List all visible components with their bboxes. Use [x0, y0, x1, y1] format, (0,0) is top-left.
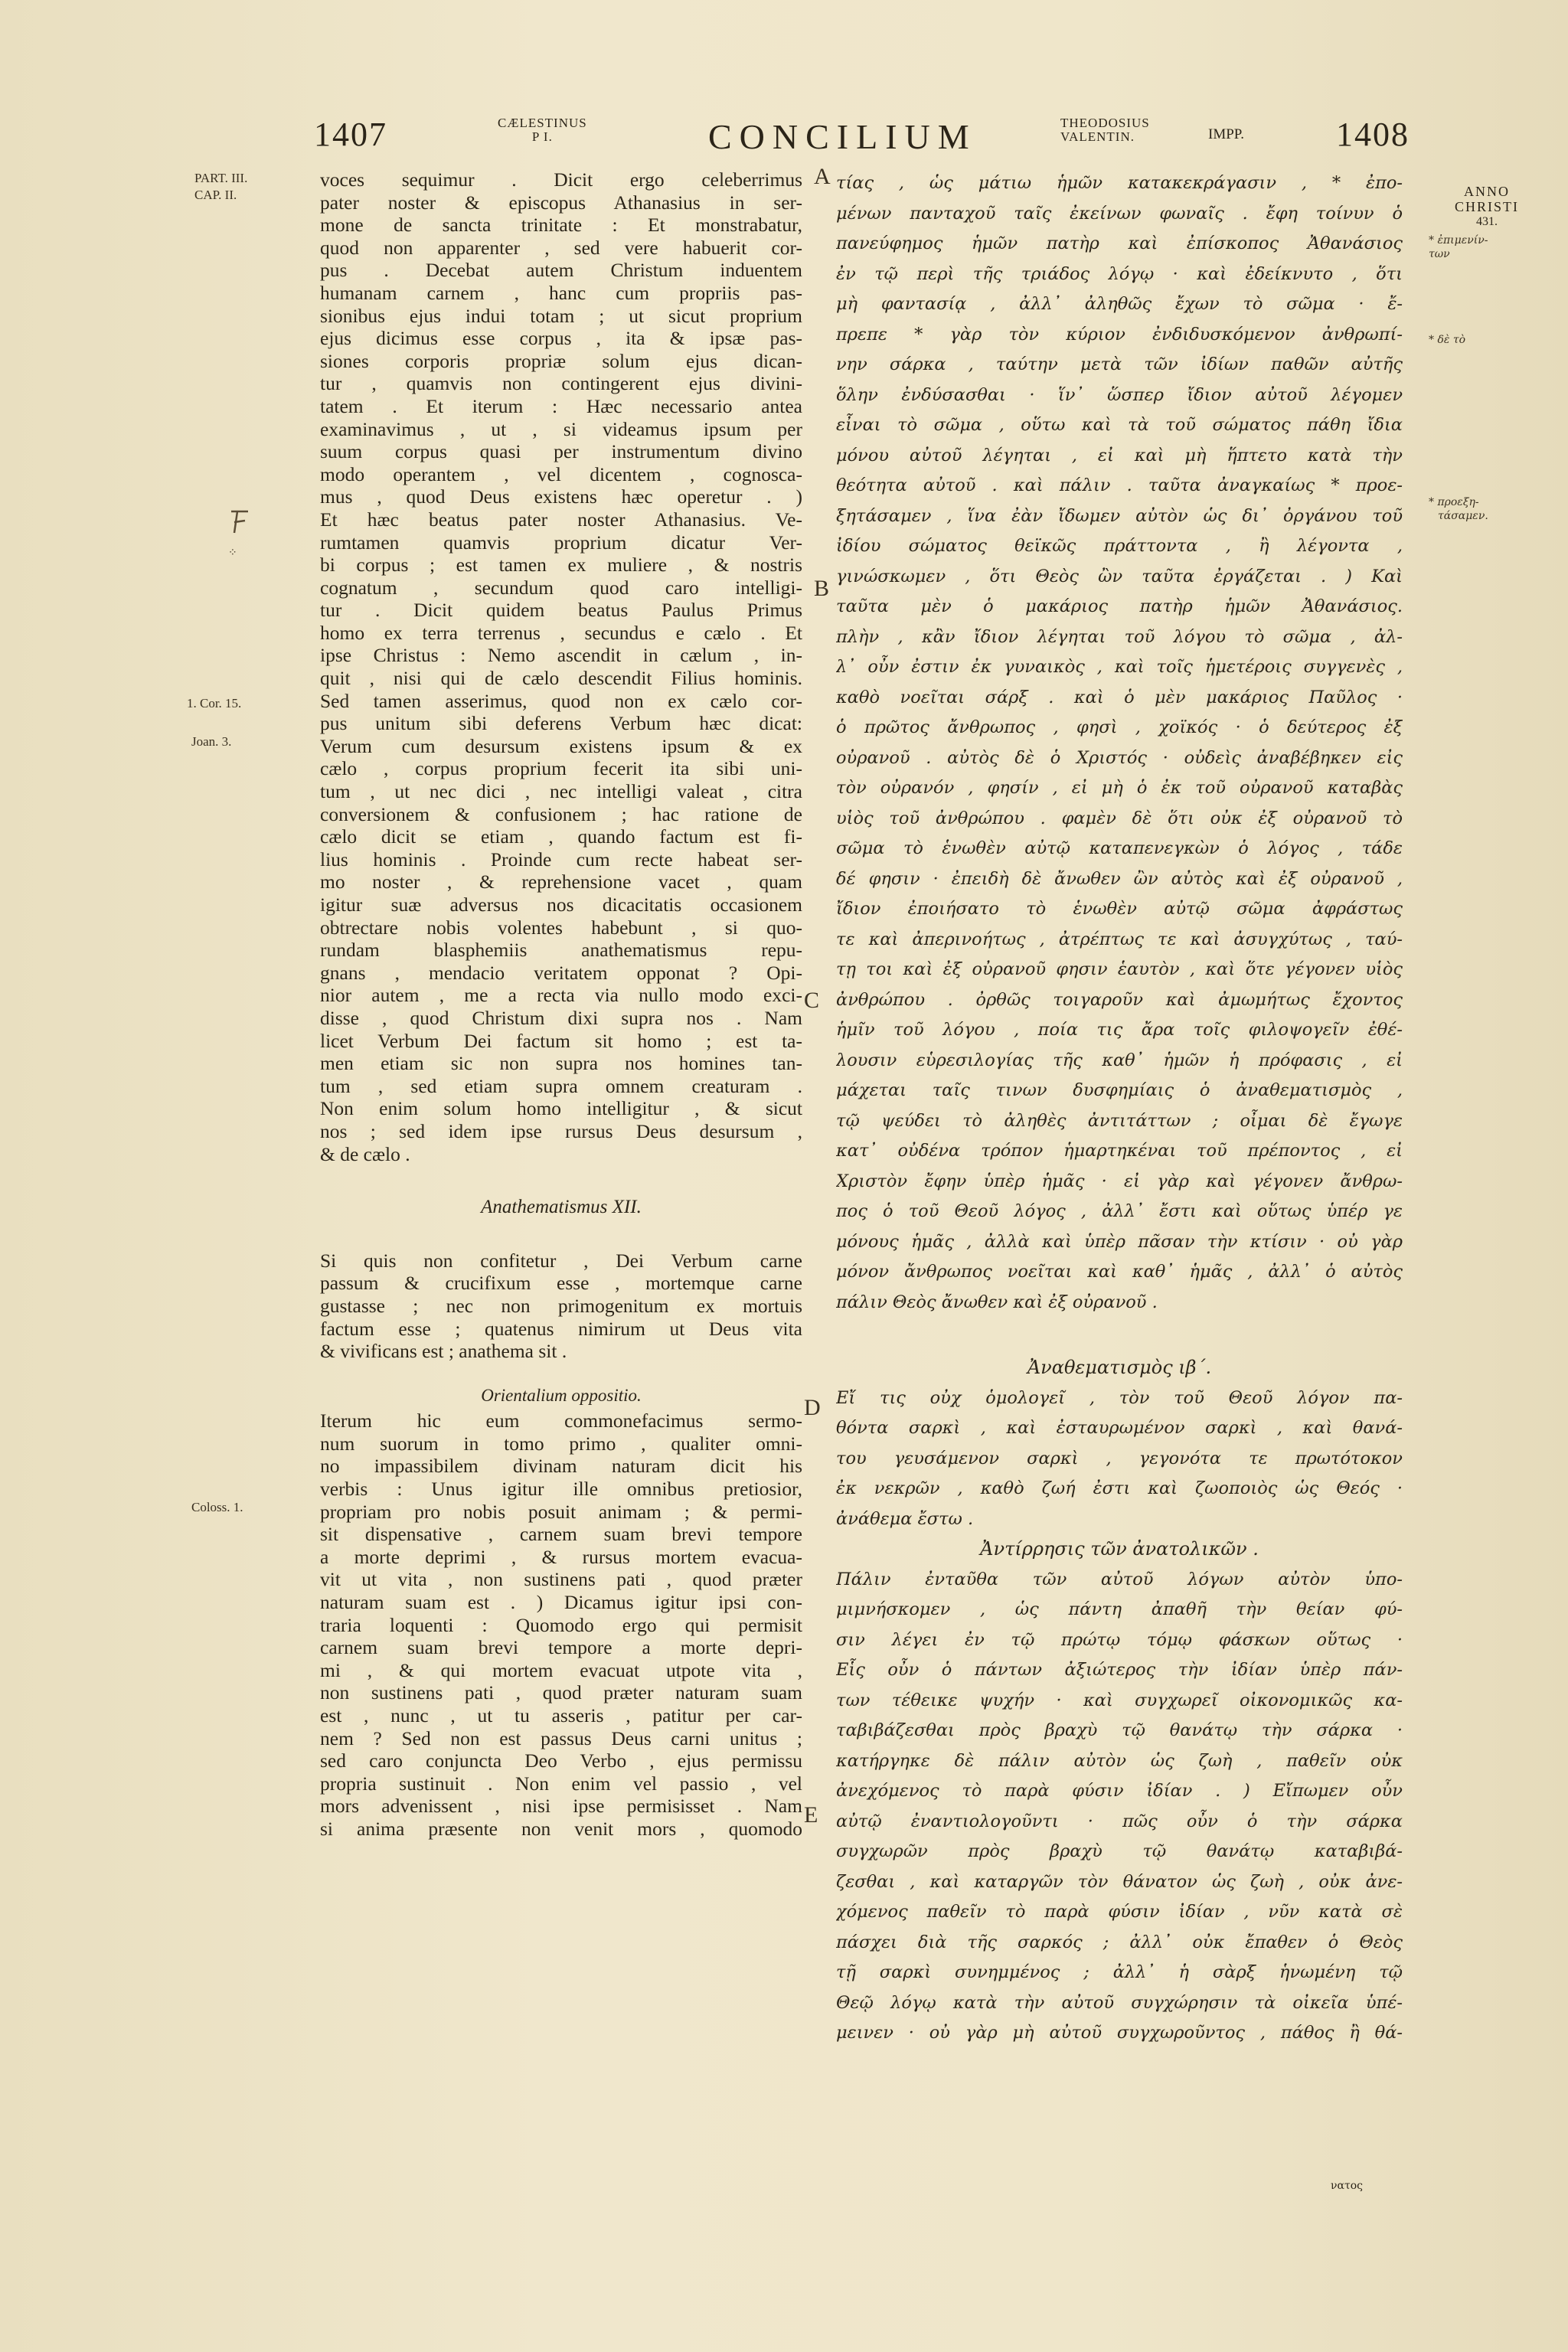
margin-ref-coloss: Coloss. 1. [191, 1500, 243, 1514]
greek-anathematismus-heading: Ἀναθεματισμὸς ιβ΄. [1027, 1357, 1212, 1378]
text-line: ipse Christus : Nemo ascendit in cælum , in- [320, 644, 802, 667]
section-letter-e: E [804, 1802, 818, 1828]
text-line: lius hominis . Proinde cum recte habeat ser- [320, 848, 802, 871]
text-line: ὁ πρῶτος ἄνθρωπος , φησὶ , χοϊκός · ὁ δεύτερος ἐξ [836, 717, 1403, 737]
text-line: λ᾽ οὖν ἐστιν ἐκ γυναικὸς , καὶ τοῖς ἡμετέροις συγγενὲς , [836, 657, 1403, 677]
text-line: συγχωρῶν πρὸς βραχὺ τῷ θανάτῳ καταβιβά- [836, 1841, 1403, 1861]
text-line: quit , nisi qui de cælo descendit Filius hominis. [320, 667, 802, 690]
text-line: mus , quod Deus existens hæc operetur . ) [320, 485, 802, 508]
text-line: propriam pro nobis posuit animam ; & permi- [320, 1500, 802, 1523]
page-number-left: 1407 [314, 116, 387, 153]
text-line: τὸν οὐρανόν , φησίν , εἰ μὴ ὁ ἐκ τοῦ οὐρανοῦ καταβὰς [836, 778, 1403, 798]
text-line: tatem . Et iterum : Hæc necessario antea [320, 394, 802, 417]
text-line: num suorum in tomo primo , qualiter omni- [320, 1432, 802, 1455]
text-line: & vivificans est ; anathema sit . [320, 1340, 567, 1363]
header-emperor-1: THEODOSIUS [1060, 116, 1150, 130]
text-line: των τέθεικε ψυχήν · καὶ συγχωρεῖ οἰκονομικῶς κα- [836, 1690, 1403, 1710]
text-line: mi , & qui mortem evacuat utpote vita , [320, 1658, 802, 1681]
section-letter-c: C [804, 988, 820, 1013]
margin-ref-joan: Joan. 3. [191, 734, 232, 749]
text-line: πος ὁ τοῦ Θεοῦ λόγος , ἀλλ᾽ ἔστι καὶ οὕτως ὑπέρ γε [836, 1201, 1403, 1221]
text-line: εἶναι τὸ σῶμα , οὕτω καὶ τὰ τοῦ σώματος πάθη ἴδια [836, 415, 1403, 435]
text-line: γινώσκωμεν , ὅτι Θεὸς ὢν ταῦτα ἐργάζεται . ) Καὶ [836, 566, 1403, 586]
anno-year: 431. [1476, 215, 1498, 228]
latin-oppositio-heading: Orientalium oppositio. [481, 1385, 642, 1405]
text-line: δέ φησιν · ἐπειδὴ δὲ ἄνωθεν ὢν αὐτὸς καὶ ἐξ οὐρανοῦ , [836, 868, 1403, 889]
header-emperors [1060, 116, 1150, 144]
margin-note-3b: τάσαμεν. [1438, 510, 1488, 522]
text-line: ἴδιον ἐποιήσατο τὸ ἑνωθὲν αὐτῷ σῶμα ἀφράστως [836, 899, 1403, 919]
latin-oppositio [320, 1410, 802, 1840]
text-line: si anima præsente non venit mors , quomodo [320, 1817, 802, 1840]
text-line: sionibus ejus indui totam ; ut sicut proprium [320, 304, 802, 327]
text-line: μόνον ἄνθρωπος νοεῖται καὶ καθ᾽ ἡμᾶς , ἀλλ᾽ ὁ αὐτὸς [836, 1262, 1403, 1282]
text-line: carnem suam brevi tempore a morte depri- [320, 1636, 802, 1659]
margin-cap: CAP. II. [194, 188, 237, 202]
margin-note-3: * προεξη- [1429, 496, 1479, 508]
text-line: σῶμα τὸ ἑνωθὲν αὐτῷ καταπενεγκὼν ὁ λόγος , τάδε [836, 838, 1403, 858]
text-line: καθὸ νοεῖται σάρξ . καὶ ὁ μὲν μακάριος Παῦλος · [836, 687, 1403, 707]
text-line: men etiam sic non supra nos homines tan- [320, 1052, 802, 1075]
margin-mark: ⁘ [228, 547, 237, 559]
text-line: Εἴ τις οὐχ ὁμολογεῖ , τὸν τοῦ Θεοῦ λόγον πα- [836, 1387, 1403, 1408]
text-line: mors advenissent , nisi ipse permisisset . Nam [320, 1795, 802, 1818]
text-line: voces sequimur . Dicit ergo celeberrimus [320, 168, 802, 191]
text-line: conversionem & confusionem ; hac ratione de [320, 802, 802, 825]
text-line: no impassibilem divinam naturam dicit his [320, 1455, 802, 1478]
latin-anathematismus-heading: Anathematismus XII. [481, 1197, 642, 1218]
text-line: gustasse ; nec non primogenitum ex mortuis [320, 1294, 802, 1317]
text-line: ταβιβάζεσθαι πρὸς βραχὺ τῷ θανάτῳ τὴν σάρκα · [836, 1720, 1403, 1740]
text-line: μεινεν · οὐ γὰρ μὴ αὐτοῦ συγχωροῦντος , πάθος ἢ θά- [836, 2023, 1403, 2043]
text-line: ἰδίου σώματος θεϊκῶς πράττοντα , ἢ λέγοντα , [836, 536, 1403, 556]
text-line: μόνους ἡμᾶς , ἀλλὰ καὶ ὑπὲρ πᾶσαν τὴν κτίσιν · οὐ γὰρ [836, 1231, 1403, 1252]
text-line: λουσιν εὑρεσιλογίας τῆς καθ᾽ ἡμῶν ἡ πρόφασις , εἰ [836, 1050, 1403, 1070]
page-number-right: 1408 [1336, 116, 1410, 153]
text-line: πρεπε * γὰρ τὸν κύριον ἐνδιδυσκόμενον ἀνθρωπί- [836, 324, 1403, 345]
text-line: tum , sed etiam supra omnem creaturam . [320, 1074, 802, 1097]
text-line: πάσχει διὰ τῆς σαρκός ; ἀλλ᾽ οὐκ ἔπαθεν ὁ Θεὸς [836, 1932, 1403, 1952]
text-line: naturam suam est . ) Dicamus igitur ipsi con- [320, 1591, 802, 1614]
header-pope [498, 116, 587, 144]
text-line: mone de sancta trinitate : Et monstrabatur, [320, 214, 802, 237]
text-line: factum esse ; quatenus nimirum ut Deus vita [320, 1317, 802, 1340]
text-line: cælo dicit se etiam , quando factum est fi- [320, 825, 802, 848]
text-line: μὴ φαντασίᾳ , ἀλλ᾽ ἀληθῶς ἔχων τὸ σῶμα · ἔ- [836, 294, 1403, 314]
text-line: & de cælo . [320, 1142, 410, 1165]
text-line: τε καὶ ἀπερινοήτως , ἀτρέπτως τε καὶ ἀσυγχύτως , ταύ- [836, 929, 1403, 949]
text-line: homo ex terra terrenus , secundus e cælo . Et [320, 621, 802, 644]
text-line: tur , quamvis non contingerent ejus divini- [320, 372, 802, 395]
text-line: sed caro conjuncta Deo Verbo , ejus permissu [320, 1749, 802, 1772]
text-line: verbis : Unus igitur ille omnibus pretiosior, [320, 1478, 802, 1501]
text-line: vit ut vita , non sustinens pati , quod præter [320, 1568, 802, 1591]
text-line: obtrectare nobis volentes habebunt , si quo- [320, 916, 802, 939]
greek-paragraph-1 [836, 168, 1403, 1318]
header-pope-name: CÆLESTINUS [498, 116, 587, 130]
christi-label: CHRISTI [1454, 199, 1519, 214]
text-line: modo operantem , vel dicentem , cognosca- [320, 462, 802, 485]
latin-anathematismus [320, 1250, 802, 1363]
text-line: Θεῷ λόγῳ κατὰ τὴν αὐτοῦ συγχώρησιν τὰ οἰκεῖα ὑπέ- [836, 1992, 1403, 2013]
text-line: πλὴν , κἂν ἴδιον λέγηται τοῦ λόγου τὸ σῶμα , ἀλ- [836, 626, 1403, 647]
text-line: humanam carnem , hanc cum propriis pas- [320, 281, 802, 304]
text-line: passum & crucifixum esse , mortemque carne [320, 1272, 802, 1295]
margin-note-1: * ἐπιμενίν- [1429, 234, 1488, 247]
text-line: ξητάσαμεν , ἵνα ἐὰν ἴδωμεν αὐτὸν ὡς δι᾽ ὀργάνου τοῦ [836, 505, 1403, 526]
text-line: Iterum hic eum commonefacimus sermo- [320, 1410, 802, 1432]
section-letter-a: A [814, 164, 831, 189]
text-line: nem ? Sed non est passus Deus carni unitus ; [320, 1726, 802, 1749]
text-line: Si quis non confitetur , Dei Verbum carne [320, 1249, 802, 1272]
greek-column [836, 168, 1403, 2049]
text-line: nior autem , me a recta via nullo modo exci- [320, 984, 802, 1007]
text-line: Πάλιν ἐνταῦθα τῶν αὐτοῦ λόγων αὐτὸν ὑπο- [836, 1569, 1403, 1589]
section-letter-d: D [804, 1395, 821, 1420]
text-line: πάλιν Θεὸς ἄνωθεν καὶ ἐξ οὐρανοῦ . [836, 1292, 1158, 1312]
text-line: siones corporis propriæ solum ejus dican- [320, 349, 802, 372]
text-line: κατ᾽ οὐδένα τρόπον ἡμαρτηκέναι τοῦ πρέποντος , εἰ [836, 1141, 1403, 1161]
margin-ref-cor: 1. Cor. 15. [187, 696, 242, 710]
text-line: tur . Dicit quidem beatus Paulus Primus [320, 599, 802, 622]
text-line: μάχεται ταῖς τινων δυσφημίαις ὁ ἀναθεματισμὸς , [836, 1080, 1403, 1100]
text-line: ἐν τῷ περὶ τῆς τριάδος λόγῳ · καὶ ἐδείκνυτο , ὅτι [836, 263, 1403, 284]
text-line: τῷ ψεύδει τὸ ἀληθὲς ἀντιτάττων ; οἶμαι δὲ ἔγωγε [836, 1110, 1403, 1131]
text-line: non sustinens pati , quod præter naturam suam [320, 1681, 802, 1704]
text-line: a morte deprimi , & rursus mortem evacua- [320, 1545, 802, 1568]
text-line: tum , ut nec dici , nec intelligi valeat , citra [320, 780, 802, 803]
text-line: pus . Decebat autem Christum induentem [320, 259, 802, 282]
margin-part: PART. III. [194, 171, 248, 185]
text-line: ejus dicimus esse corpus , ita & ipsæ pas- [320, 327, 802, 350]
header-emperor-2: VALENTIN. [1060, 129, 1135, 144]
text-line: est , nunc , ut tu asseris , patitur per car- [320, 1704, 802, 1726]
latin-column [320, 168, 802, 1841]
anno-label: ANNO [1464, 184, 1510, 199]
text-line: κατήργηκε δὲ πάλιν αὐτὸν ὡς ζωὴ , παθεῖν οὐκ [836, 1750, 1403, 1771]
text-line: Sed tamen asserimus, quod non ex cælo cor- [320, 689, 802, 712]
text-line: traria loquenti : Quomodo ergo qui permisit [320, 1613, 802, 1636]
pen-mark-icon [227, 508, 253, 536]
section-letter-b: B [814, 576, 830, 601]
text-line: θόντα σαρκὶ , καὶ ἐσταυρωμένον σαρκὶ , καὶ θανά- [836, 1418, 1403, 1438]
text-line: σιν λέγει ἐν τῷ πρώτῳ τόμῳ φάσκων οὕτως · [836, 1629, 1403, 1650]
text-line: του γευσάμενον σαρκὶ , γεγονότα τε πρωτότοκον [836, 1448, 1403, 1468]
latin-paragraph-1 [320, 168, 802, 1165]
text-line: sit dispensative , carnem suam brevi tempore [320, 1523, 802, 1546]
text-line: μένων πανταχοῦ ταῖς ἐκείνων φωναῖς . ἔφη τοίνυν ὁ [836, 203, 1403, 224]
text-line: Non enim solum homo intelligitur , & sicut [320, 1097, 802, 1120]
text-line: nos ; sed idem ipse rursus Deus desursum , [320, 1119, 802, 1142]
text-line: pus unitum sibi deferens Verbum hæc dicat: [320, 712, 802, 735]
text-line: ἀνάθεμα ἔστω . [836, 1508, 974, 1529]
greek-antirrhesis-heading: Ἀντίρρησις τῶν ἀνατολικῶν . [980, 1538, 1259, 1560]
header-title: CONCILIUM [708, 117, 977, 156]
text-line: Et hæc beatus pater noster Athanasius. Ve- [320, 508, 802, 531]
text-line: θεότητα αὐτοῦ . καὶ πάλιν . ταῦτα ἀναγκαίως * προε- [836, 475, 1403, 495]
text-line: χόμενος παθεῖν τὸ παρὰ φύσιν ἰδίαν , νῦν κατὰ σὲ [836, 1902, 1403, 1922]
text-line: rundam blasphemiis anathematismus repu- [320, 939, 802, 962]
header-pope-numeral: P I. [531, 129, 553, 144]
text-line: bi corpus ; est tamen ex muliere , & nostris [320, 554, 802, 577]
text-line: πανεύφημος ἡμῶν πατὴρ καὶ ἐπίσκοπος Ἀθανάσιος [836, 234, 1403, 253]
text-line: μόνου αὐτοῦ λέγηται , εἰ καὶ μὴ ἥπτετο κατὰ τὴν [836, 445, 1403, 466]
text-line: Εἷς οὖν ὁ πάντων ἀξιώτερος τὴν ἰδίαν ὑπὲρ πάν- [836, 1660, 1403, 1680]
text-line: ἀνθρώπου . ὀρθῶς τοιγαροῦν καὶ ἀμωμήτως ἔχοντος [836, 989, 1403, 1010]
text-line: igitur suæ adversus nos dicacitatis occasionem [320, 893, 802, 916]
text-line: ἀνεχόμενος τὸ παρὰ φύσιν ἰδίαν . ) Εἴπωμεν οὖν [836, 1781, 1403, 1801]
text-line: ταῦτα μὲν ὁ μακάριος πατὴρ ἡμῶν Ἀθανάσιος. [836, 596, 1403, 616]
greek-anathematismus [836, 1383, 1403, 1535]
text-line: examinavimus , ut , si videamus ipsum per [320, 417, 802, 440]
text-line: Χριστὸν ἔφην ὑπὲρ ἡμᾶς · εἰ γὰρ καὶ γέγονεν ἄνθρω- [836, 1171, 1403, 1191]
text-line: Verum cum desursum existens ipsum & ex [320, 734, 802, 757]
text-line: τῃ τοι καὶ ἐξ οὐρανοῦ φησιν ἑαυτὸν , καὶ ὅτε γέγονεν υἱὸς [836, 959, 1403, 979]
text-line: cognatum , secundum quod caro intelligi- [320, 576, 802, 599]
margin-note-2: * δὲ τὸ [1429, 334, 1466, 346]
text-line: rumtamen quamvis proprium dicatur Ver- [320, 531, 802, 554]
greek-antirrhesis [836, 1565, 1403, 2049]
text-line: τίας , ὡς μάτιω ἡμῶν κατακεκράγασιν , * ἐπο- [836, 173, 1403, 193]
text-line: τῇ σαρκὶ συνημμένος ; ἀλλ᾽ ἡ σὰρξ ἡνωμένη τῷ [836, 1962, 1403, 1982]
text-line: νην σάρκα , ταύτην μετὰ τῶν ἰδίων παθῶν αὐτῆς [836, 354, 1403, 374]
text-line: suum corpus quasi per instrumentum divino [320, 440, 802, 463]
anno-christi [1433, 184, 1540, 230]
text-line: ἐκ νεκρῶν , καθὸ ζωή ἐστι καὶ ζωοποιὸς ὡς Θεός · [836, 1478, 1403, 1498]
margin-note-1b: των [1429, 248, 1450, 260]
catchword: νατος [1331, 2180, 1363, 2192]
text-line: υἱὸς τοῦ ἀνθρώπου . φαμὲν δὲ ὅτι οὐκ ἐξ οὐρανοῦ τὸ [836, 808, 1403, 828]
text-line: licet Verbum Dei factum sit homo ; est ta- [320, 1029, 802, 1052]
running-header [0, 115, 1568, 168]
text-line: cælo , corpus proprium fecerit ita sibi uni- [320, 757, 802, 780]
text-line: ζεσθαι , καὶ καταργῶν τὸν θάνατον ὡς ζωὴ , οὐκ ἀνε- [836, 1871, 1403, 1892]
text-line: μιμνήσκομεν , ὡς πάντη ἀπαθῆ τὴν θείαν φύ- [836, 1599, 1403, 1619]
text-line: αὐτῷ ἐναντιολογοῦντι · πῶς οὖν ὁ τὴν σάρκα [836, 1811, 1403, 1831]
text-line: pater noster & episcopus Athanasius in ser- [320, 191, 802, 214]
header-impp: IMPP. [1208, 126, 1244, 142]
text-line: ἡμῖν τοῦ λόγου , ποία τις ἄρα τοῖς φιλοψογεῖν ἐθέ- [836, 1020, 1403, 1040]
text-line: οὐρανοῦ . αὐτὸς δὲ ὁ Χριστός · οὐδεὶς ἀναβέβηκεν εἰς [836, 747, 1403, 768]
text-line: mo noster , & reprehensione vacet , quam [320, 871, 802, 893]
text-line: gnans , mendacio veritatem opponat ? Opi- [320, 961, 802, 984]
text-line: ὅλην ἐνδύσασθαι · ἵν᾽ ὥσπερ ἴδιον αὐτοῦ λέγομεν [836, 384, 1403, 405]
text-line: propria sustinuit . Non enim vel passio , vel [320, 1772, 802, 1795]
text-line: disse , quod Christum dixi supra nos . Nam [320, 1006, 802, 1029]
text-line: quod non apparenter , sed vere habuerit cor- [320, 236, 802, 259]
